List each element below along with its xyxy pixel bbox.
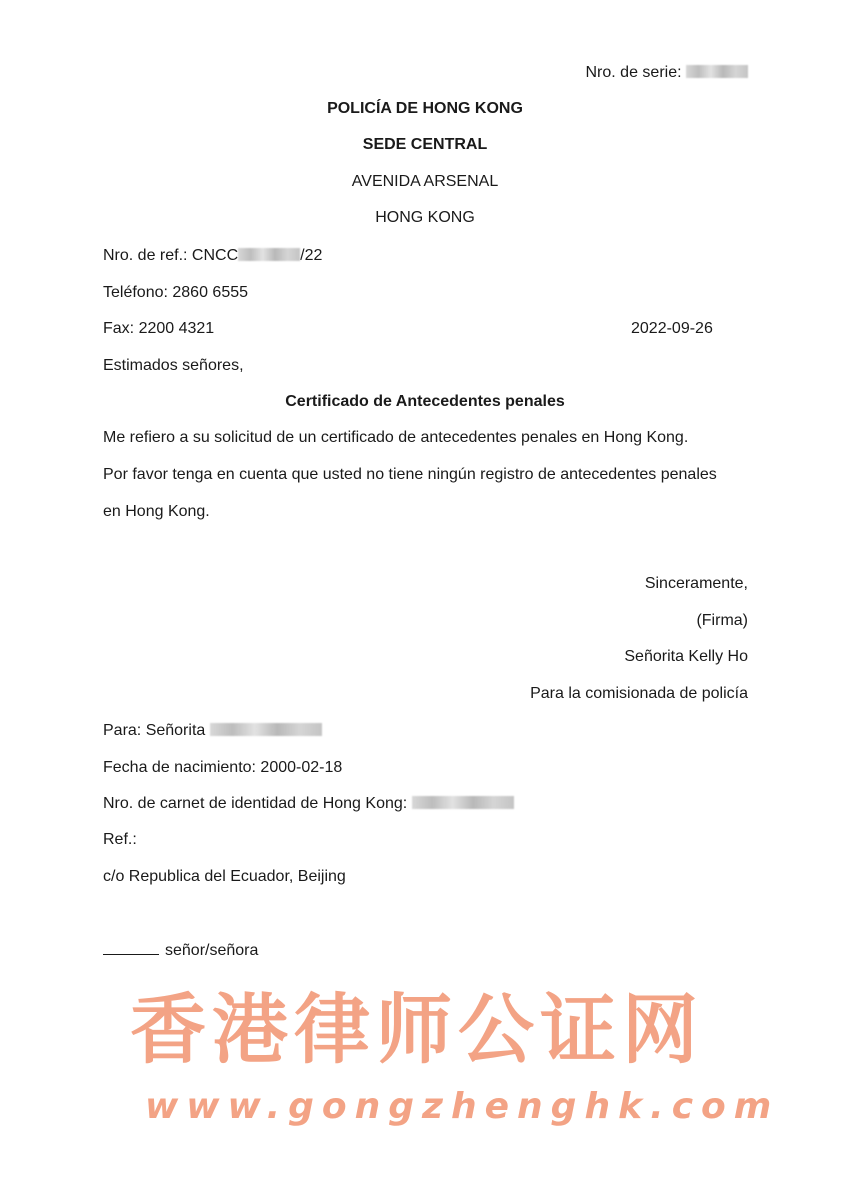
ref-label: Nro. de ref.: CNCC — [103, 247, 239, 264]
letter-date: 2022-09-26 — [631, 320, 713, 337]
signatory-role: Para la comisionada de policía — [530, 685, 748, 702]
recipient-label: Para: Señorita — [103, 722, 206, 739]
salutation: Estimados señores, — [103, 357, 244, 374]
recipient — [103, 721, 322, 741]
redacted-serial — [686, 65, 748, 78]
blank-line — [103, 940, 159, 955]
id-number — [103, 794, 514, 814]
paragraph-1: Me refiero a su solicitud de un certificado de antecedentes penales en Hong Kong. — [103, 429, 689, 446]
redacted-ref — [238, 248, 300, 261]
date-of-birth: Fecha de nacimiento: 2000-02-18 — [103, 759, 343, 776]
id-label: Nro. de carnet de identidad de Hong Kong: — [103, 795, 408, 812]
closing: Sinceramente, — [644, 575, 748, 592]
serial-number — [586, 63, 749, 83]
redacted-id — [412, 796, 514, 809]
footer-salutation-text: señor/señora — [165, 942, 259, 959]
watermark-url: www.gongzhenghk.com — [145, 1086, 780, 1127]
street: AVENIDA ARSENAL — [351, 173, 499, 190]
address: c/o Republica del Ecuador, Beijing — [103, 868, 346, 885]
org-name: POLICÍA DE HONG KONG — [327, 100, 523, 117]
redacted-name — [210, 723, 322, 736]
serial-label: Nro. de serie: — [585, 64, 682, 81]
signatory-name: Señorita Kelly Ho — [624, 648, 748, 665]
office-name: SEDE CENTRAL — [362, 136, 488, 153]
watermark-chinese: 香港律师公证网 — [130, 985, 704, 1074]
paragraph-2-line-1: Por favor tenga en cuenta que usted no tiene ningún registro de antecedentes penales — [103, 466, 717, 483]
reference-number — [103, 246, 322, 266]
city: HONG KONG — [375, 209, 475, 226]
signature: (Firma) — [696, 612, 748, 629]
document-title: Certificado de Antecedentes penales — [285, 393, 565, 410]
ref-suffix: /22 — [300, 247, 323, 264]
footer-salutation — [103, 940, 258, 961]
phone: Teléfono: 2860 6555 — [103, 284, 249, 301]
reference: Ref.: — [103, 831, 137, 848]
paragraph-2-line-2: en Hong Kong. — [103, 503, 210, 520]
fax: Fax: 2200 4321 — [103, 320, 215, 337]
